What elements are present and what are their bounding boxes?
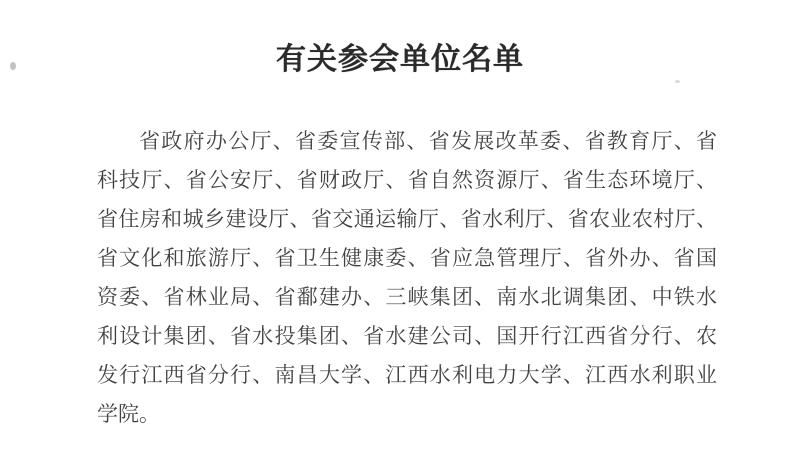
body-line: 省政府办公厅、省委宣传部、省发展改革委、省教育厅、省	[139, 129, 717, 153]
body-line: 科技厅、省公安厅、省财政厅、省自然资源厅、省生态环境厅、	[97, 168, 717, 192]
document-title: 有关参会单位名单	[276, 43, 524, 76]
document-body	[97, 122, 717, 434]
body-line: 省文化和旅游厅、省卫生健康委、省应急管理厅、省外办、省国	[97, 246, 717, 270]
scan-artifact-speck	[675, 80, 680, 83]
body-line: 省住房和城乡建设厅、省交通运输厅、省水利厅、省农业农村厅、	[97, 207, 717, 231]
body-line: 学院。	[97, 402, 160, 426]
scan-artifact-speck	[10, 62, 16, 70]
body-line: 资委、省林业局、省鄱建办、三峡集团、南水北调集团、中铁水	[97, 285, 717, 309]
body-line: 发行江西省分行、南昌大学、江西水利电力大学、江西水利职业	[97, 363, 717, 387]
body-line: 利设计集团、省水投集团、省水建公司、国开行江西省分行、农	[97, 324, 717, 348]
